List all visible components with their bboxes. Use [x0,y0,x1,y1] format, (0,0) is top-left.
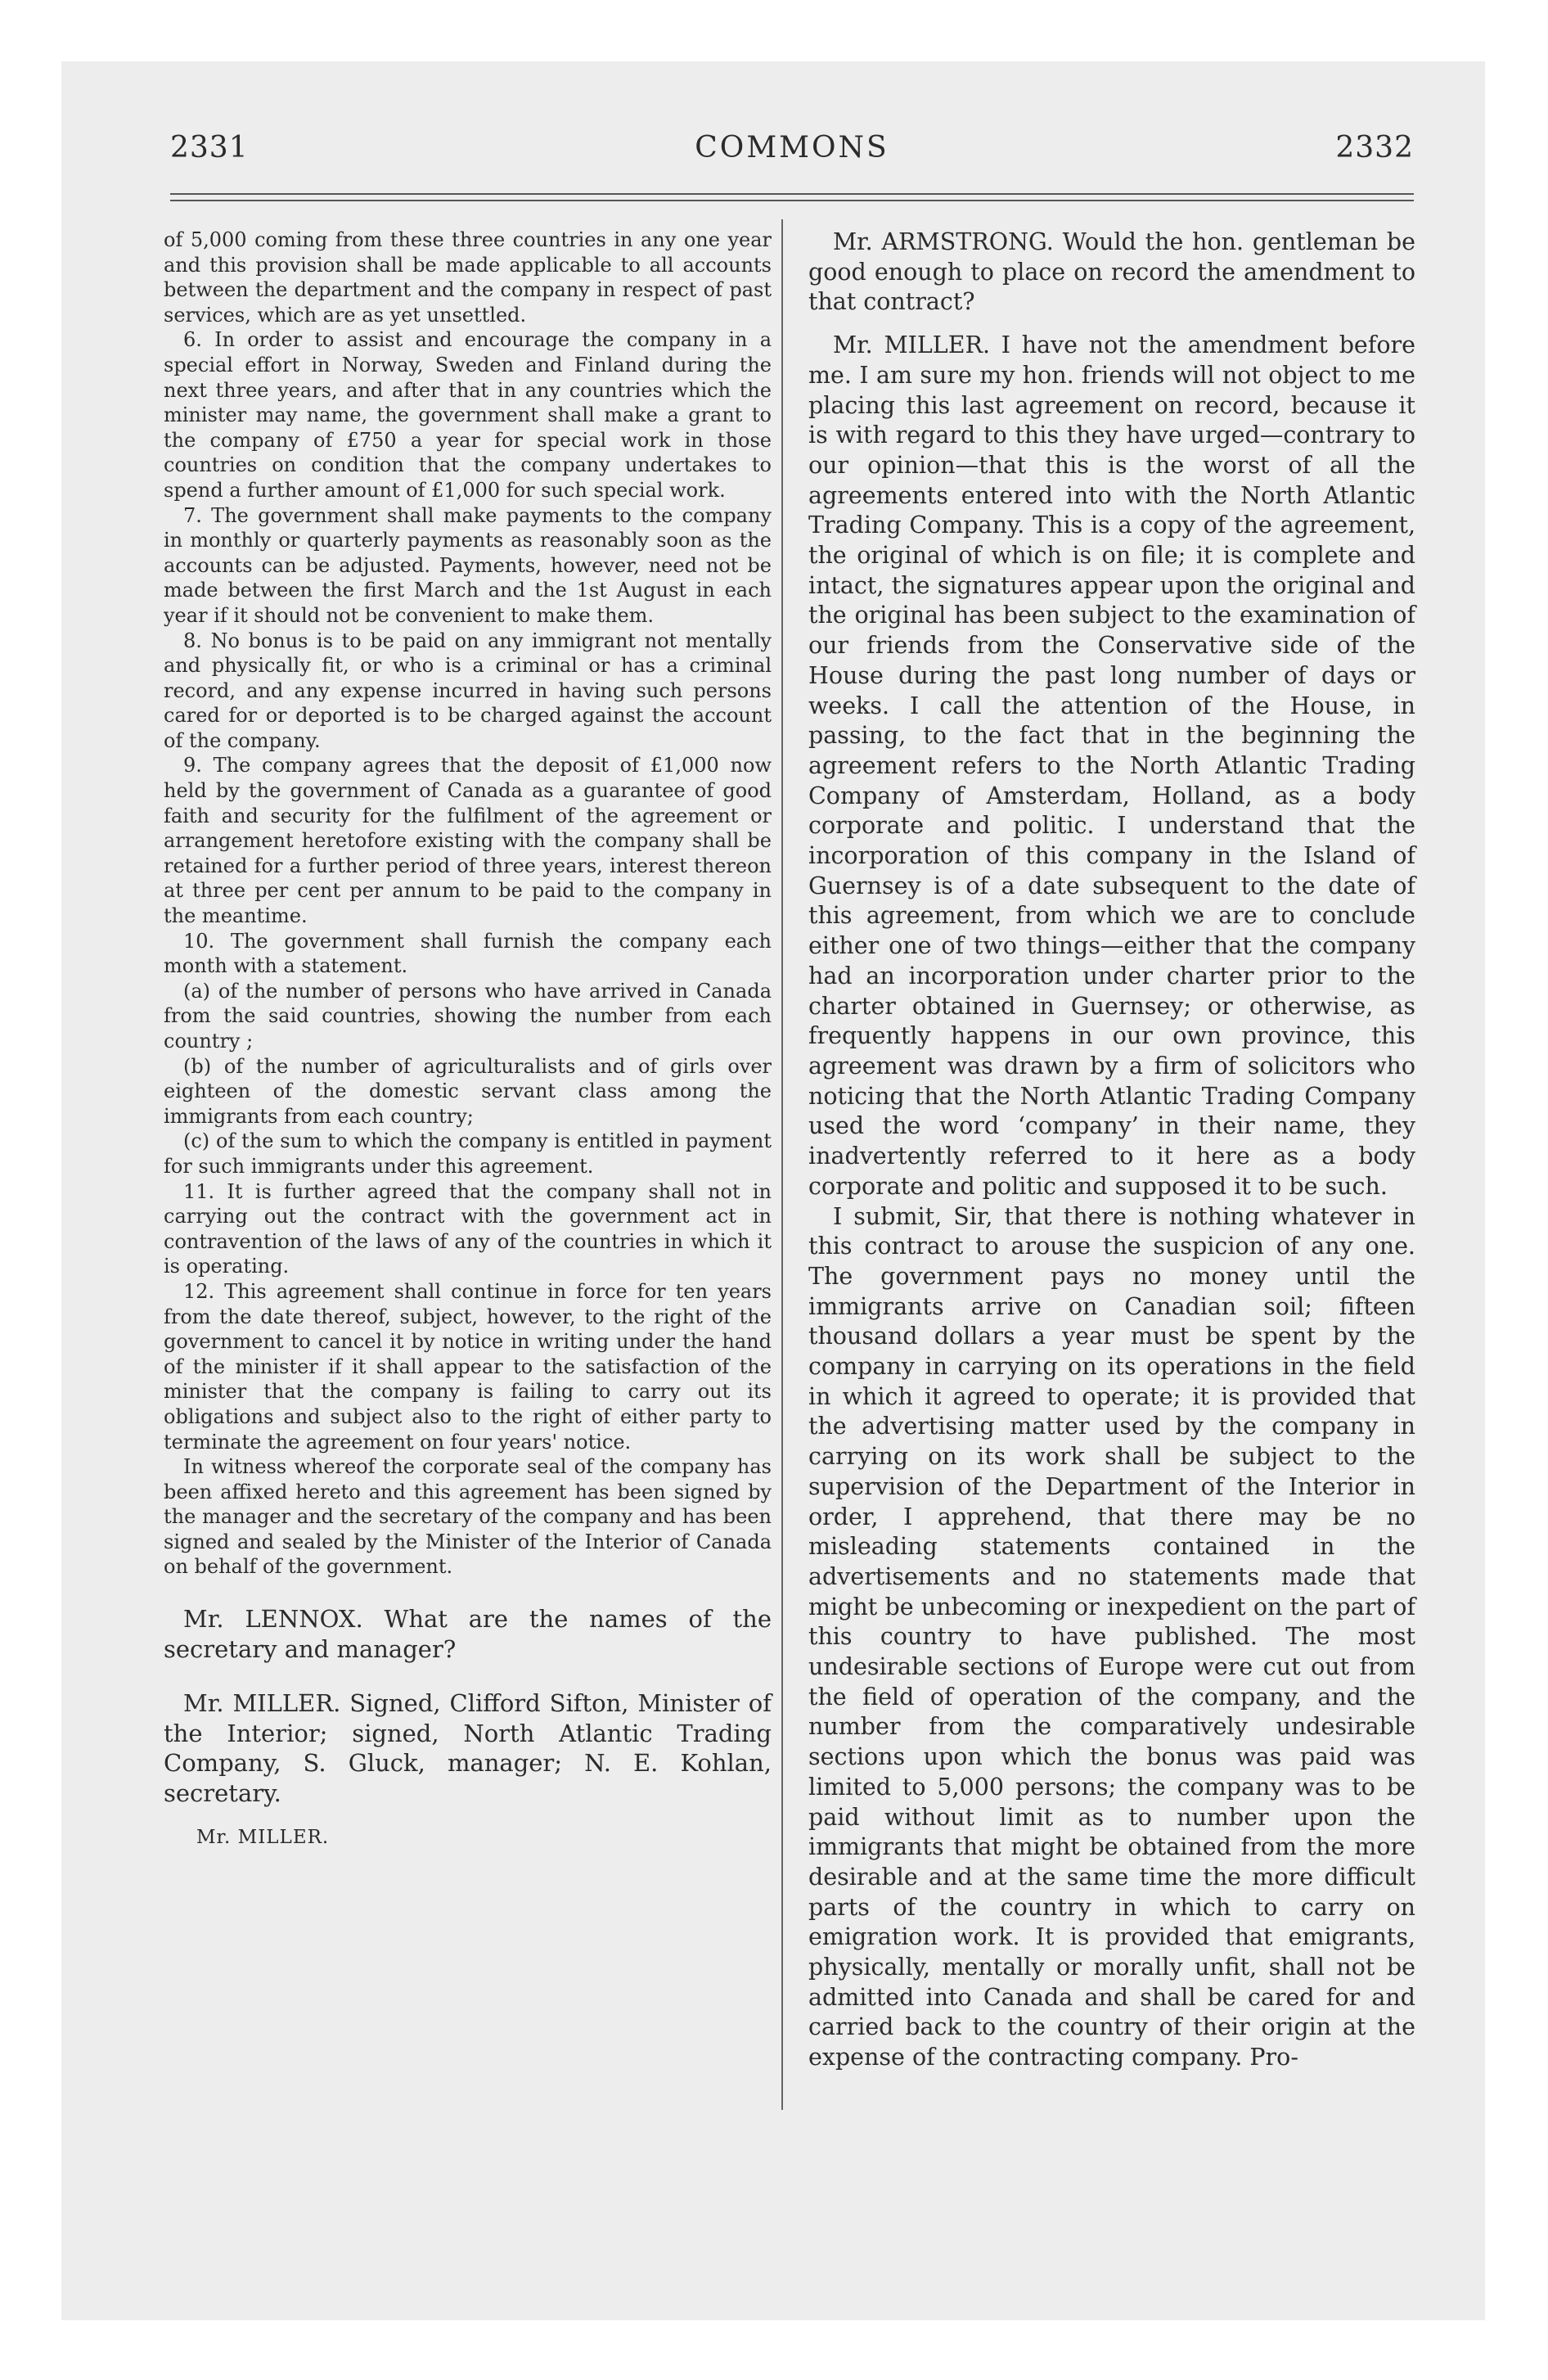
item-b: (b) of the number of agriculturalists and of girls over eighteen of the domestic servant class among the immigrants from each country; [164,1054,772,1128]
clause-8: 8. No bonus is to be paid on any immigrant not mentally and physically fit, or who is a criminal or has a criminal record, and any expense incurred in having such persons cared for or deported is to be charged against the account of the company. [164,629,772,752]
speech-lennox: Mr. LENNOX. What are the names of the secretary and manager? [164,1605,772,1663]
header-rule-bottom [170,200,1414,201]
clause-11: 11. It is further agreed that the company shall not in carrying out the contract with the government act in contravention of the laws of any of the countries in which it is operating. [164,1179,772,1278]
speech-armstrong: Mr. ARMSTRONG. Would the hon. gentleman be good enough to place on record the amendment to that contract? [808,228,1415,316]
clause-12: 12. This agreement shall continue in force for ten years from the date thereof, subject, however, to the right of the government to cancel it by notice in writing under the hand of the minister if it shall appear to the satisfaction of the minister that the company is failing to carry out its obligations and subject also to the right of either party to terminate the agreement on four years' notice. [164,1279,772,1454]
paragraph-intro: of 5,000 coming from these three countries in any one year and this provision shall be made applicable to all accounts between the department and the company in respect of past services, which are as yet unsettled. [164,228,772,327]
speech-miller: Mr. MILLER. Signed, Clifford Sifton, Minister of the Interior; signed, North Atlantic Trading Company, S. Gluck, manager; N. E. Kohlan, secretary. [164,1689,772,1808]
page-title: COMMONS [695,131,889,165]
column-divider [781,219,783,2110]
item-a: (a) of the number of persons who have arrived in Canada from the said countries, showing the number from each country ; [164,979,772,1053]
clause-6: 6. In order to assist and encourage the company in a special effort in Norway, Sweden and Finland during the next three years, and after that in any countries which the minister may name, the government shall make a grant to the company of £750 a year for special work in those countries on condition that the company undertakes to spend a further amount of £1,000 for such special work. [164,328,772,502]
clause-7: 7. The government shall make payments to the company in monthly or quarterly payments as reasonably soon as the accounts can be adjusted. Payments, however, need not be made between the first March and the 1st August in each year if it should not be convenient to make them. [164,503,772,627]
right-column [808,228,1415,2073]
speech-miller-reply: Mr. MILLER. I have not the amendment before me. I am sure my hon. friends will not object to me placing this last agreement on record, because it is with regard to this they have urged—contrary to our opinion—that this is the worst of all the agreements entered into with the North Atlantic Trading Company. This is a copy of the agreement, the original of which is on file; it is complete and intact, the signatures appear upon the original and the original has been subject to the examination of our friends from the Conservative side of the House during the past long number of days or weeks. I call the attention of the House, in passing, to the fact that in the beginning the agreement refers to the North Atlantic Trading Company of Amsterdam, Holland, as a body corporate and politic. I understand that the incorporation of this company in the Island of Guernsey is of a date subsequent to the date of this agreement, from which we are to conclude either one of two things—either that the company had an incorporation under charter prior to the charter obtained in Guernsey; or otherwise, as frequently happens in our own province, this agreement was drawn by a firm of solicitors who noticing that the North Atlantic Trading Company used the word ‘company’ in their name, they inadvertently referred to it here as a body corporate and politic and supposed it to be such. [808,331,1415,1200]
left-page-number: 2331 [170,131,249,165]
left-column [164,228,772,1850]
item-c: (c) of the sum to which the company is entitled in payment for such immigrants under this agreement. [164,1129,772,1178]
page-header [170,123,1414,172]
right-page-number: 2332 [1335,131,1414,165]
clause-9: 9. The company agrees that the deposit of £1,000 now held by the government of Canada as a guarantee of good faith and security for the fulfilment of the agreement or arrangement heretofore existing with the company shall be retained for a further period of three years, interest thereon at three per cent per annum to be paid to the company in the meantime. [164,754,772,928]
clause-10: 10. The government shall furnish the company each month with a statement. [164,929,772,978]
speaker-trailer: Mr. MILLER. [196,1826,330,1848]
witness-paragraph: In witness whereof the corporate seal of the company has been affixed hereto and this agreement has been signed by the manager and the secretary of the company and has been signed and sealed by the Minister of the Interior of Canada on behalf of the government. [164,1455,772,1579]
paragraph-submit: I submit, Sir, that there is nothing whatever in this contract to arouse the suspicion of any one. The government pays no money until the immigrants arrive on Canadian soil; fifteen thousand dollars a year must be spent by the company in carrying on its operations in the field in which it agreed to operate; it is provided that the advertising matter used by the company in carrying on its work shall be subject to the supervision of the Department of the Interior in order, I apprehend, that there may be no misleading statements contained in the advertisements and no statements made that might be unbecoming or inexpedient on the part of this country to have published. The most undesirable sections of Europe were cut out from the field of operation of the company, and the number from the comparatively undesirable sections upon which the bonus was paid was limited to 5,000 persons; the company was to be paid without limit as to number upon the immigrants that might be obtained from the more desirable and at the same time the more difficult parts of the country in which to carry on emigration work. It is provided that emigrants, physically, mentally or morally unfit, shall not be admitted into Canada and shall be cared for and carried back to the country of their origin at the expense of the contracting company. Pro- [808,1202,1415,2071]
header-rule-top [170,193,1414,195]
